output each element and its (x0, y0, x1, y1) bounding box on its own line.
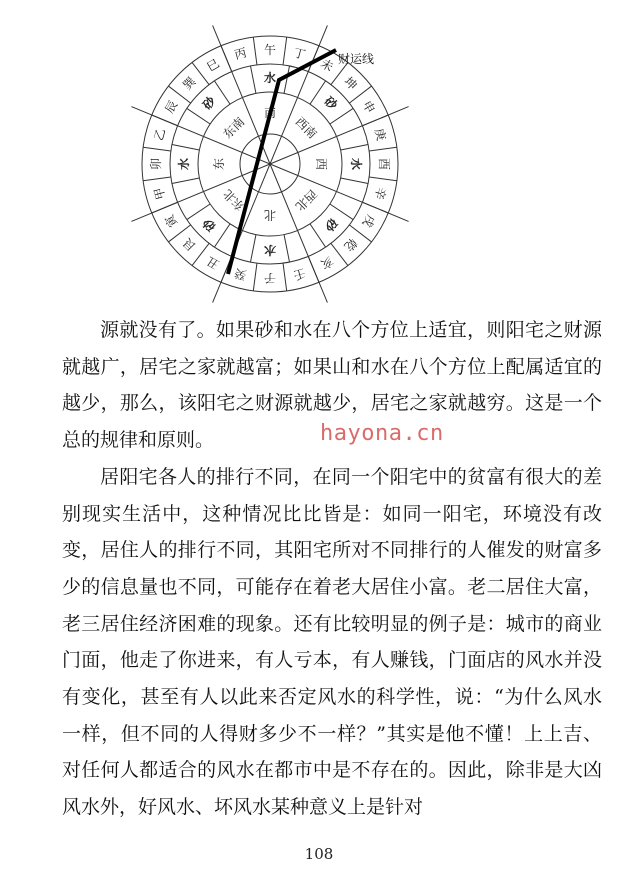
middle-spoke (341, 144, 368, 149)
outer-ring-label: 辛 (371, 185, 389, 202)
outer-ring-label: 未 (318, 56, 336, 75)
middle-spoke (172, 144, 199, 149)
outer-ring-label: 癸 (232, 265, 249, 283)
middle-spoke (341, 178, 368, 183)
middle-ring-label: 砂 (321, 215, 341, 235)
middle-spoke (214, 81, 230, 104)
watermark: hayona.cn (320, 421, 444, 446)
outer-spoke (143, 177, 171, 181)
outer-spoke (283, 37, 287, 65)
outer-ring-label: 卯 (149, 157, 163, 171)
inner-ring-label: 北 (263, 208, 277, 222)
paragraph-2: 居阳宅各人的排行不同，在同一个阳宅中的贫富有很大的差别现实生活中，这种情况比比皆是：如同一阳宅，环境没有改变，居住人的排行不同，其阳宅所对不同排行的人催发的财富多少的信息量也不同，可能存在着老大居住小富。老二居住大富，老三居住经济困难的现象。还有比较明显的例子是：城市的商业门面，他走了你进来，有人亏本，有人赚钱，门面店的风水并没有变化，甚至有人以此来否定风水的科学性，说：“为什么风水一样，但不同的人得财多少不一样？”其实是他不懂！上上吉、对任何人都适合的风水在都市中是不存在的。因此，除非是大凶风水外，好风水、坏风水某种意义上是针对 (62, 465, 602, 819)
outer-ring-label: 甲 (151, 185, 169, 202)
outer-ring-label: 壬 (291, 265, 308, 283)
outer-ring-label: 午 (263, 43, 277, 57)
outer-ring-label: 丑 (204, 253, 222, 272)
outer-spoke (369, 177, 397, 181)
middle-spoke (310, 81, 326, 104)
outer-ring-label: 酉 (377, 157, 391, 171)
middle-ring-label: 砂 (321, 93, 341, 113)
outer-ring-label: 坤 (341, 74, 360, 93)
outer-spoke (152, 202, 178, 213)
outer-spoke (253, 37, 257, 65)
outer-ring-label: 艮 (180, 235, 199, 254)
middle-spoke (187, 108, 210, 124)
middle-spoke (214, 224, 230, 247)
inner-ring-label: 东 (212, 157, 226, 171)
outer-spoke (362, 115, 388, 126)
body-text (62, 312, 602, 826)
middle-spoke (187, 204, 210, 220)
outer-ring-label: 丁 (291, 45, 308, 63)
outer-spoke (221, 46, 232, 72)
page-number: 108 (304, 845, 334, 863)
middle-spoke (330, 204, 353, 220)
middle-ring-label: 水 (263, 243, 277, 257)
outer-ring-label: 乾 (341, 235, 360, 254)
outer-ring-label: 戌 (359, 212, 378, 230)
middle-ring-label: 砂 (199, 215, 219, 235)
outer-spoke (152, 115, 178, 126)
outer-ring-label: 乙 (151, 126, 169, 143)
inner-ring-label: 西南 (292, 114, 320, 142)
outer-spoke (362, 202, 388, 213)
middle-ring-label: 砂 (199, 93, 219, 113)
inner-ring-label: 西 (314, 157, 328, 171)
outer-ring-label: 巽 (180, 74, 199, 93)
middle-spoke (310, 224, 326, 247)
outer-ring-label: 丙 (232, 45, 249, 63)
middle-spoke (250, 235, 255, 262)
outer-ring-label: 寅 (162, 212, 181, 230)
outer-spoke (253, 263, 257, 291)
outer-ring-label: 庚 (371, 126, 389, 143)
inner-ring-label: 东南 (220, 114, 248, 142)
paragraph-1: 源就没有了。如果砂和水在八个方位上适宜，则阳宅之财源就越广，居宅之家就越富；如果山和水在八个方位上配属适宜的越少，那么，该阳宅之财源就越少，居宅之家就越穷。这是一个总的规律和原则。 (62, 319, 602, 452)
inner-ring-label: 南 (263, 106, 277, 120)
middle-spoke (284, 235, 289, 262)
outer-ring-label: 亥 (318, 253, 336, 272)
outer-spoke (143, 147, 171, 151)
outer-ring-label: 巳 (204, 56, 222, 75)
middle-spoke (250, 66, 255, 93)
outer-ring-label: 申 (359, 98, 378, 116)
inner-ring-label: 东北 (220, 186, 248, 214)
wealth-line-label: 财运线 (338, 52, 375, 66)
outer-ring-label: 辰 (162, 98, 181, 116)
middle-spoke (284, 66, 289, 93)
middle-ring-label: 水 (177, 157, 191, 171)
middle-spoke (172, 178, 199, 183)
outer-spoke (283, 263, 287, 291)
middle-ring-label: 水 (349, 157, 363, 171)
outer-spoke (369, 147, 397, 151)
inner-ring-label: 西北 (292, 186, 320, 214)
outer-ring-label: 子 (263, 271, 277, 285)
compass-diagram (120, 14, 420, 314)
middle-ring-label: 水 (263, 71, 277, 85)
outer-spoke (308, 256, 319, 282)
middle-spoke (330, 108, 353, 124)
